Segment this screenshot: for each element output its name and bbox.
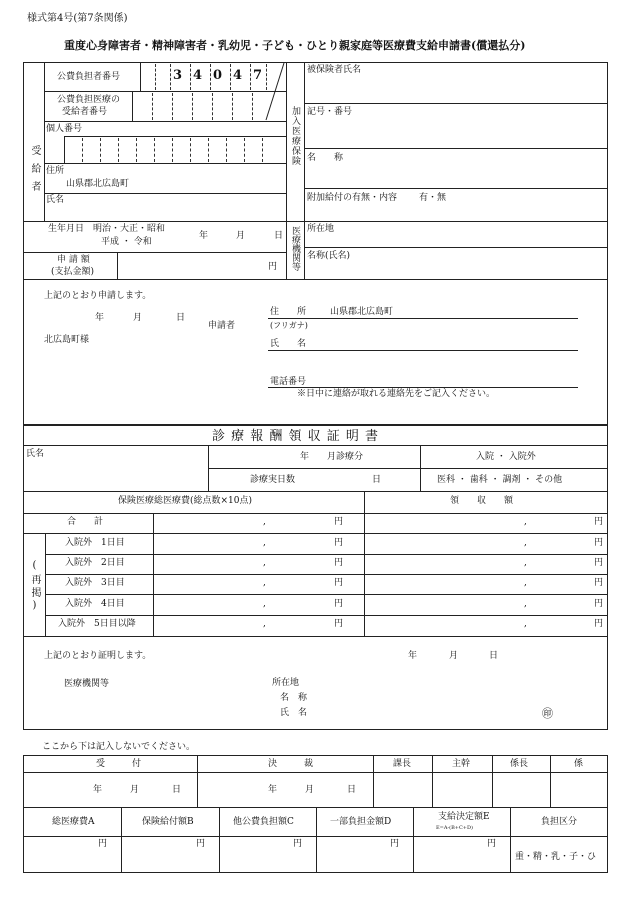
col-total-fee: 総医療費A (52, 817, 95, 827)
dob-eras-2: 平成 ・ 令和 (101, 237, 152, 247)
role-staff: 係 (574, 759, 584, 769)
row-received-yen: 円 (594, 578, 604, 588)
amount-sub-label: (支払金額) (51, 267, 95, 277)
phone-label: 電話番号 (270, 377, 307, 387)
cert-month: 月 (449, 651, 459, 661)
personal-number-label: 個人番号 (46, 124, 83, 134)
row-comma: , (263, 599, 266, 609)
role-unit-chief: 係長 (510, 759, 529, 769)
applicant-name-label: 氏 名 (270, 339, 307, 349)
addressee: 北広島町様 (44, 335, 90, 345)
receipt-month: 月 (130, 785, 140, 795)
row-comma: , (263, 538, 266, 548)
role-section-chief: 課長 (393, 759, 412, 769)
received-amount-header: 領 収 額 (450, 496, 514, 506)
dob-month: 月 (236, 231, 246, 241)
dob-eras-1: 明治・大正・昭和 (93, 224, 166, 234)
row-label: 入院外 5日目以降 (58, 619, 136, 629)
cert-name-label-2: 名 称 (280, 693, 308, 703)
row-label: 入院外 2日目 (65, 558, 125, 568)
yen-e: 円 (487, 839, 497, 849)
yen-c: 円 (293, 839, 303, 849)
col-copay: 一部負担金額D (330, 817, 392, 827)
row-received-comma: , (524, 558, 527, 568)
col-other-public: 他公費負担額C (233, 817, 294, 827)
recipient-side-label: 受給者 (29, 145, 40, 199)
burden-number-label: 公費負担者番号 (57, 72, 121, 82)
apply-year: 年 (95, 313, 105, 323)
row-yen: 円 (334, 558, 344, 568)
row-received-yen: 円 (594, 558, 604, 568)
row-received-comma: , (524, 619, 527, 629)
row-received-yen: 円 (594, 619, 604, 629)
institution-location-label: 所在地 (307, 224, 335, 234)
sum-label: 合 計 (67, 517, 104, 527)
decision-label: 決 裁 (268, 759, 314, 769)
yen-d: 円 (390, 839, 400, 849)
applicant-label: 申請者 (208, 321, 236, 331)
treatment-days-unit: 日 (372, 475, 382, 485)
name-label: 氏名 (46, 195, 65, 205)
insurance-side-label: 加入医療保険 (290, 106, 300, 166)
sum-received-comma: , (524, 517, 527, 527)
cert-year: 年 (408, 651, 418, 661)
apply-month: 月 (133, 313, 143, 323)
row-label: 入院外 3日目 (65, 578, 125, 588)
row-received-comma: , (524, 578, 527, 588)
relisted-side-label: (再掲) (29, 560, 40, 614)
amount-yen: 円 (268, 262, 278, 272)
burden-digit: 7 (253, 68, 263, 83)
seal-mark: ㊞ (542, 707, 553, 720)
sum-yen: 円 (334, 517, 344, 527)
address-value: 山県郡北広島町 (66, 179, 130, 189)
cert-name-label: 氏名 (26, 449, 45, 459)
extra-benefit-label: 附加給付の有無・内容 (307, 193, 398, 203)
receipt-year: 年 (93, 785, 103, 795)
row-comma: , (263, 619, 266, 629)
sum-comma: , (263, 517, 266, 527)
burden-digit: 4 (233, 68, 243, 83)
row-received-yen: 円 (594, 538, 604, 548)
address-label: 住所 (46, 166, 65, 176)
page-title: 重度心身障害者・精神障害者・乳幼児・子ども・ひとり親家庭等医療費支給申請書(償還払分) (64, 39, 526, 52)
row-received-yen: 円 (594, 599, 604, 609)
row-yen: 円 (334, 599, 344, 609)
insured-name-label: 被保険者氏名 (307, 65, 362, 75)
decision-year: 年 (268, 785, 278, 795)
treatment-days-label: 診療実日数 (250, 475, 296, 485)
dob-year: 年 (199, 231, 209, 241)
yen-b: 円 (196, 839, 206, 849)
apply-day: 日 (176, 313, 186, 323)
row-label: 入院外 1日目 (65, 538, 125, 548)
office-note: ここから下は記入しないでください。 (42, 742, 196, 752)
institution-name-label: 名称(氏名) (307, 251, 351, 261)
recipient-number-label-2: 受給者番号 (62, 107, 108, 117)
recipient-number-label-1: 公費負担医療の (57, 95, 121, 105)
burden-categories: 重・精・乳・子・ひ (515, 852, 597, 862)
col-burden-category: 負担区分 (541, 817, 578, 827)
cert-person-label: 氏 名 (280, 708, 308, 718)
symbol-number-label: 記号・番号 (307, 107, 353, 117)
apply-statement: 上記のとおり申請します。 (44, 291, 152, 301)
cert-statement: 上記のとおり証明します。 (44, 651, 152, 661)
decision-month: 月 (305, 785, 315, 795)
col-decided-amount: 支給決定額E (438, 812, 490, 822)
cert-day: 日 (489, 651, 499, 661)
receipt-label: 受 付 (96, 759, 142, 769)
burden-digit: 3 (173, 68, 183, 83)
col-insurance-benefit: 保険給付額B (142, 817, 194, 827)
yen-a: 円 (98, 839, 108, 849)
total-fee-header: 保険医療総医療費(総点数×10点) (118, 496, 253, 506)
sum-received-yen: 円 (594, 517, 604, 527)
inpatient-outpatient: 入院 ・ 入院外 (476, 452, 536, 462)
applicant-address-value: 山県郡北広島町 (330, 307, 394, 317)
burden-digit: 4 (193, 68, 203, 83)
amount-label: 申 請 額 (57, 255, 90, 265)
furigana-label: (フリガナ) (270, 321, 308, 330)
certificate-title: 診 療 報 酬 領 収 証 明 書 (212, 429, 380, 444)
role-chief: 主幹 (452, 759, 471, 769)
form-number: 様式第4号(第7条関係) (27, 13, 128, 24)
applicant-address-label: 住 所 (270, 307, 307, 317)
department-choices: 医科 ・ 歯科 ・ 調剤 ・ その他 (437, 475, 563, 485)
dob-day: 日 (274, 231, 284, 241)
phone-note: ※日中に連絡が取れる連絡先をご記入ください。 (297, 389, 496, 399)
dob-label: 生年月日 (48, 224, 85, 234)
slash-mark (262, 62, 286, 122)
treatment-month-label: 年 月診療分 (300, 452, 364, 462)
decision-day: 日 (347, 785, 357, 795)
cert-institution-label: 医療機関等 (64, 679, 110, 689)
decided-formula: E=A-(B+C+D) (436, 825, 473, 831)
row-yen: 円 (334, 619, 344, 629)
row-comma: , (263, 558, 266, 568)
extra-benefit-choice: 有・無 (419, 193, 447, 203)
row-received-comma: , (524, 599, 527, 609)
row-yen: 円 (334, 538, 344, 548)
row-received-comma: , (524, 538, 527, 548)
row-label: 入院外 4日目 (65, 599, 125, 609)
row-comma: , (263, 578, 266, 588)
row-yen: 円 (334, 578, 344, 588)
receipt-day: 日 (172, 785, 182, 795)
cert-location-label: 所在地 (272, 678, 300, 688)
insurance-name-label: 名 称 (307, 153, 344, 163)
institution-side-label: 医療機関等 (290, 226, 300, 271)
burden-digit: 0 (213, 68, 223, 83)
